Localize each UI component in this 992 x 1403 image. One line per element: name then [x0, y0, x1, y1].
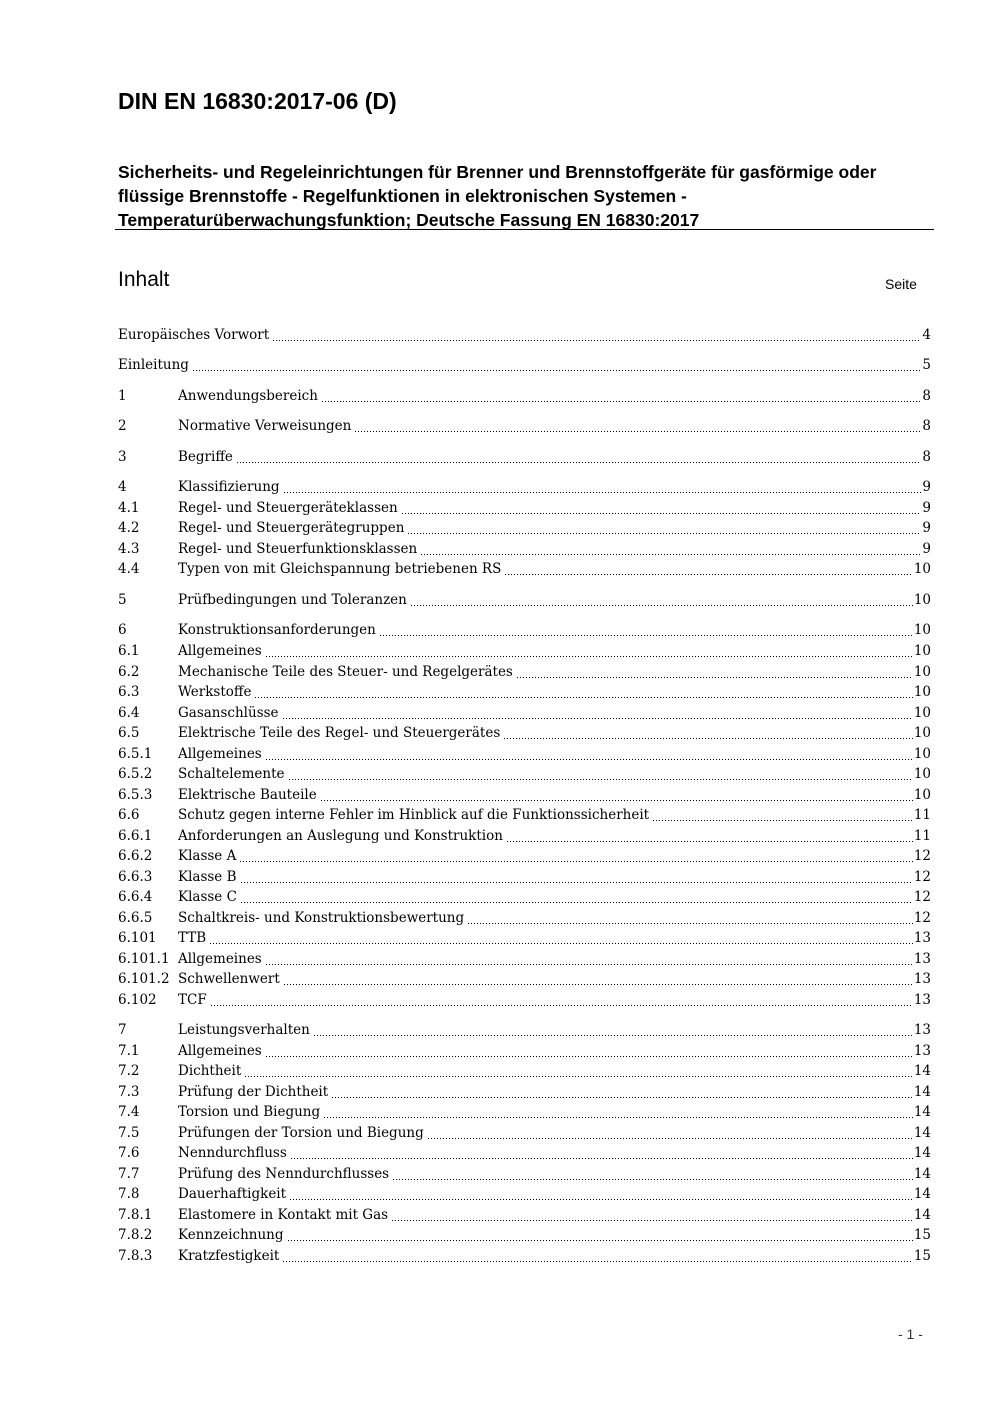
toc-entry-page: 9 [922, 500, 931, 516]
toc-entry[interactable] [118, 764, 931, 784]
toc-dot-leader [239, 846, 912, 866]
toc-entry[interactable] [118, 498, 931, 518]
toc-entry[interactable] [118, 386, 931, 406]
toc-entry-title: Allgemeines [178, 951, 262, 967]
toc-entry-title: Regel- und Steuergerätegruppen [178, 520, 405, 536]
toc-entry[interactable] [118, 1041, 931, 1061]
toc-entry-page: 9 [922, 479, 931, 495]
toc-entry-page: 9 [922, 520, 931, 536]
toc-entry-number: 6.6.5 [118, 910, 153, 926]
toc-dot-leader [504, 559, 912, 579]
toc-entry-number: 6.101 [118, 930, 157, 946]
toc-dot-leader [379, 620, 913, 640]
toc-entry-number: 6.101.2 [118, 971, 170, 987]
toc-entry[interactable] [118, 805, 931, 825]
toc-entry-number: 4.4 [118, 561, 140, 577]
toc-heading: Inhalt [118, 268, 170, 291]
toc-entry-title: Schaltelemente [178, 766, 285, 782]
toc-entry-page: 10 [913, 622, 931, 638]
toc-entry-title: Kennzeichnung [178, 1227, 284, 1243]
toc-dot-leader [503, 723, 913, 743]
toc-entry-number: 6.5 [118, 725, 140, 741]
toc-entry[interactable] [118, 1020, 931, 1040]
toc-entry-title: Klasse A [178, 848, 237, 864]
toc-dot-leader [410, 590, 913, 610]
toc-entry-title: Allgemeines [178, 643, 262, 659]
toc-entry-number: 7 [118, 1022, 127, 1038]
toc-entry[interactable] [118, 990, 931, 1010]
toc-entry-page: 10 [913, 664, 931, 680]
toc-entry[interactable] [118, 1061, 931, 1081]
toc-entry-number: 6.5.1 [118, 746, 153, 762]
toc-entry[interactable] [118, 1225, 931, 1245]
toc-entry-title: Mechanische Teile des Steuer- und Regelgerätes [178, 664, 513, 680]
toc-entry-page: 10 [913, 643, 931, 659]
toc-entry-number: 7.8 [118, 1186, 140, 1202]
toc-dot-leader [282, 1246, 912, 1266]
toc-dot-leader [290, 1143, 913, 1163]
toc-entry-title: Regel- und Steuerfunktionsklassen [178, 541, 418, 557]
toc-entry-number: 4.1 [118, 500, 140, 516]
toc-entry-title: Schaltkreis- und Konstruktionsbewertung [178, 910, 465, 926]
toc-entry-page: 10 [913, 561, 931, 577]
toc-entry[interactable] [118, 325, 931, 345]
toc-entry-page: 12 [913, 848, 931, 864]
toc-entry-page: 14 [913, 1207, 931, 1223]
toc-entry[interactable] [118, 620, 931, 640]
toc-entry-title: Klasse C [178, 889, 237, 905]
toc-entry-title: TCF [178, 992, 207, 1008]
toc-dot-leader [401, 498, 922, 518]
toc-page-column-label: Seite [885, 276, 917, 292]
toc-entry-title: Begriffe [178, 449, 233, 465]
toc-entry-title: Klassifizierung [178, 479, 280, 495]
toc-entry[interactable] [118, 416, 931, 436]
toc-entry[interactable] [118, 447, 931, 467]
toc-entry-title: Kratzfestigkeit [178, 1248, 280, 1264]
toc-dot-leader [209, 928, 913, 948]
toc-entry-page: 14 [913, 1084, 931, 1100]
toc-entry-title: Dauerhaftigkeit [178, 1186, 287, 1202]
toc-dot-leader [265, 641, 913, 661]
toc-entry[interactable] [118, 682, 931, 702]
toc-dot-leader [331, 1082, 913, 1102]
toc-dot-leader [354, 416, 921, 436]
toc-entry-title: Normative Verweisungen [178, 418, 352, 434]
toc-entry-number: 6.6.3 [118, 869, 153, 885]
toc-entry-page: 14 [913, 1186, 931, 1202]
toc-entry[interactable] [118, 723, 931, 743]
toc-entry-page: 8 [922, 449, 931, 465]
toc-entry-page: 4 [922, 327, 931, 343]
toc-dot-leader [282, 703, 913, 723]
toc-entry[interactable] [118, 1205, 931, 1225]
toc-entry-number: 7.7 [118, 1166, 140, 1182]
toc-entry-title: Allgemeines [178, 1043, 262, 1059]
toc-entry[interactable] [118, 928, 931, 948]
toc-entry-number: 2 [118, 418, 127, 434]
toc-dot-leader [407, 518, 921, 538]
toc-entry[interactable] [118, 785, 931, 805]
toc-dot-leader [323, 1102, 913, 1122]
toc-entry-number: 6.101.1 [118, 951, 170, 967]
toc-entry-number: 4.2 [118, 520, 140, 536]
toc-entry-title: Klasse B [178, 869, 237, 885]
toc-entry-page: 13 [913, 951, 931, 967]
toc-entry-title: Torsion und Biegung [178, 1104, 321, 1120]
toc-entry-number: 7.8.2 [118, 1227, 153, 1243]
toc-entry[interactable] [118, 559, 931, 579]
toc-dot-leader [392, 1164, 913, 1184]
toc-entry[interactable] [118, 1246, 931, 1266]
toc-entry-number: 7.2 [118, 1063, 140, 1079]
toc-entry-number: 7.8.3 [118, 1248, 153, 1264]
toc-entry[interactable] [118, 1184, 931, 1204]
toc-entry-number: 6.6.4 [118, 889, 153, 905]
toc-entry-title: Konstruktionsanforderungen [178, 622, 376, 638]
toc-entry-number: 5 [118, 592, 127, 608]
footer-page-number: - 1 - [898, 1326, 923, 1342]
toc-entry[interactable] [118, 662, 931, 682]
toc-entry-title: Werkstoffe [178, 684, 252, 700]
toc-entry-page: 11 [913, 807, 931, 823]
toc-entry-number: 6.6.1 [118, 828, 153, 844]
toc-entry-page: 13 [913, 1022, 931, 1038]
toc-entry-page: 8 [922, 388, 931, 404]
toc-entry[interactable] [118, 477, 931, 497]
toc-dot-leader [320, 785, 913, 805]
toc-dot-leader [192, 355, 921, 375]
toc-entry-page: 10 [913, 725, 931, 741]
toc-entry-title: Elektrische Bauteile [178, 787, 317, 803]
toc-entry-number: 6.2 [118, 664, 140, 680]
toc-entry-title: Regel- und Steuergeräteklassen [178, 500, 398, 516]
toc-entry-number: 6.5.2 [118, 766, 153, 782]
toc-dot-leader [288, 764, 913, 784]
toc-entry[interactable] [118, 1123, 931, 1143]
toc-entry[interactable] [118, 1143, 931, 1163]
toc-entry-title: Nenndurchfluss [178, 1145, 287, 1161]
toc-dot-leader [287, 1225, 913, 1245]
toc-entry-page: 14 [913, 1145, 931, 1161]
toc-entry-page: 12 [913, 869, 931, 885]
toc-dot-leader [283, 477, 922, 497]
toc-entry-title: Einleitung [118, 357, 189, 373]
toc-dot-leader [254, 682, 912, 702]
toc-entry-page: 10 [913, 705, 931, 721]
toc-entry[interactable] [118, 908, 931, 928]
toc-dot-leader [240, 867, 913, 887]
toc-entry-title: TTB [178, 930, 207, 946]
toc-entry[interactable] [118, 641, 931, 661]
toc-entry-title: Prüfungen der Torsion und Biegung [178, 1125, 424, 1141]
toc-entry-number: 4.3 [118, 541, 140, 557]
toc-entry-number: 6.6.2 [118, 848, 153, 864]
toc-entry-page: 12 [913, 889, 931, 905]
toc-entry-page: 11 [913, 828, 931, 844]
toc-entry-number: 6.1 [118, 643, 140, 659]
toc-dot-leader [244, 1061, 913, 1081]
toc-entry[interactable] [118, 949, 931, 969]
toc-entry-title: Gasanschlüsse [178, 705, 279, 721]
toc-entry-page: 13 [913, 1043, 931, 1059]
toc-entry-title: Prüfbedingungen und Toleranzen [178, 592, 407, 608]
toc-dot-leader [236, 447, 922, 467]
toc-entry-title: Dichtheit [178, 1063, 242, 1079]
toc-entry-page: 10 [913, 684, 931, 700]
toc-entry-title: Prüfung der Dichtheit [178, 1084, 329, 1100]
document-title: Sicherheits- und Regeleinrichtungen für Brenner und Brennstoffgeräte für gasförmige oder flüssige Brennstoffe - Regelfunktionen in elektronischen Systemen - Temperaturüberwachungsfunktion; Deutsche Fassung EN 16830:2017 [118, 162, 877, 230]
toc-entry[interactable] [118, 1102, 931, 1122]
toc-dot-leader [265, 949, 913, 969]
toc-entry-title: Prüfung des Nenndurchflusses [178, 1166, 390, 1182]
toc-entry-title: Anwendungsbereich [178, 388, 318, 404]
toc-entry-title: Elektrische Teile des Regel- und Steuergerätes [178, 725, 501, 741]
toc-entry-number: 4 [118, 479, 127, 495]
toc-entry-page: 10 [913, 746, 931, 762]
toc-dot-leader [289, 1184, 913, 1204]
toc-entry[interactable] [118, 1082, 931, 1102]
toc-entry[interactable] [118, 867, 931, 887]
toc-entry-page: 5 [922, 357, 931, 373]
toc-entry-page: 14 [913, 1166, 931, 1182]
toc-entry-number: 7.4 [118, 1104, 140, 1120]
toc-entry-page: 13 [913, 971, 931, 987]
toc-dot-leader [516, 662, 913, 682]
toc-entry-page: 10 [913, 592, 931, 608]
toc-entry[interactable] [118, 1164, 931, 1184]
toc-entry-number: 6.4 [118, 705, 140, 721]
toc-entry-page: 10 [913, 766, 931, 782]
toc-entry[interactable] [118, 539, 931, 559]
toc-entry[interactable] [118, 703, 931, 723]
toc-entry-page: 9 [922, 541, 931, 557]
toc-dot-leader [506, 826, 913, 846]
toc-entry-title: Leistungsverhalten [178, 1022, 310, 1038]
toc-entry-page: 13 [913, 930, 931, 946]
toc-dot-leader [313, 1020, 913, 1040]
toc-dot-leader [427, 1123, 913, 1143]
toc-entry-number: 6.102 [118, 992, 157, 1008]
toc-entry[interactable] [118, 846, 931, 866]
toc-dot-leader [210, 990, 913, 1010]
document-id: DIN EN 16830:2017-06 (D) [118, 88, 397, 114]
toc-entry-page: 14 [913, 1125, 931, 1141]
toc-entry-page: 15 [913, 1248, 931, 1264]
toc-entry-page: 10 [913, 787, 931, 803]
toc-entry-page: 14 [913, 1063, 931, 1079]
toc-dot-leader [420, 539, 921, 559]
toc-dot-leader [272, 325, 921, 345]
toc-dot-leader [652, 805, 913, 825]
toc-entry-number: 6.6 [118, 807, 140, 823]
toc-entry[interactable] [118, 355, 931, 375]
toc-entry-number: 7.8.1 [118, 1207, 153, 1223]
toc-entry-title: Schwellenwert [178, 971, 280, 987]
toc-dot-leader [240, 887, 913, 907]
toc-entry[interactable] [118, 826, 931, 846]
toc-entry-number: 6 [118, 622, 127, 638]
toc-entry[interactable] [118, 518, 931, 538]
toc-dot-leader [391, 1205, 913, 1225]
toc-entry-number: 6.3 [118, 684, 140, 700]
toc-entry[interactable] [118, 969, 931, 989]
toc-entry-number: 7.3 [118, 1084, 140, 1100]
toc-dot-leader [265, 1041, 913, 1061]
toc-entry-title: Allgemeines [178, 746, 262, 762]
toc-dot-leader [321, 386, 921, 406]
toc-entry-page: 12 [913, 910, 931, 926]
toc-entry-number: 3 [118, 449, 127, 465]
toc-dot-leader [283, 969, 913, 989]
toc-entry-number: 6.5.3 [118, 787, 153, 803]
toc-dot-leader [265, 744, 913, 764]
toc-entry-number: 7.6 [118, 1145, 140, 1161]
toc-entry[interactable] [118, 744, 931, 764]
toc-entry-title: Typen von mit Gleichspannung betriebenen RS [178, 561, 502, 577]
toc-entry-title: Schutz gegen interne Fehler im Hinblick auf die Funktionssicherheit [178, 807, 650, 823]
toc-entry-title: Elastomere in Kontakt mit Gas [178, 1207, 389, 1223]
toc-entry-title: Anforderungen an Auslegung und Konstruktion [178, 828, 503, 844]
toc-entry-page: 8 [922, 418, 931, 434]
toc-entry-page: 15 [913, 1227, 931, 1243]
toc-entry[interactable] [118, 590, 931, 610]
toc-entry-page: 14 [913, 1104, 931, 1120]
toc-entry-number: 1 [118, 388, 127, 404]
toc-entry[interactable] [118, 887, 931, 907]
toc-entry-page: 13 [913, 992, 931, 1008]
toc-entry-number: 7.1 [118, 1043, 140, 1059]
toc-dot-leader [467, 908, 913, 928]
toc-entry-number: 7.5 [118, 1125, 140, 1141]
toc-entry-title: Europäisches Vorwort [118, 327, 270, 343]
